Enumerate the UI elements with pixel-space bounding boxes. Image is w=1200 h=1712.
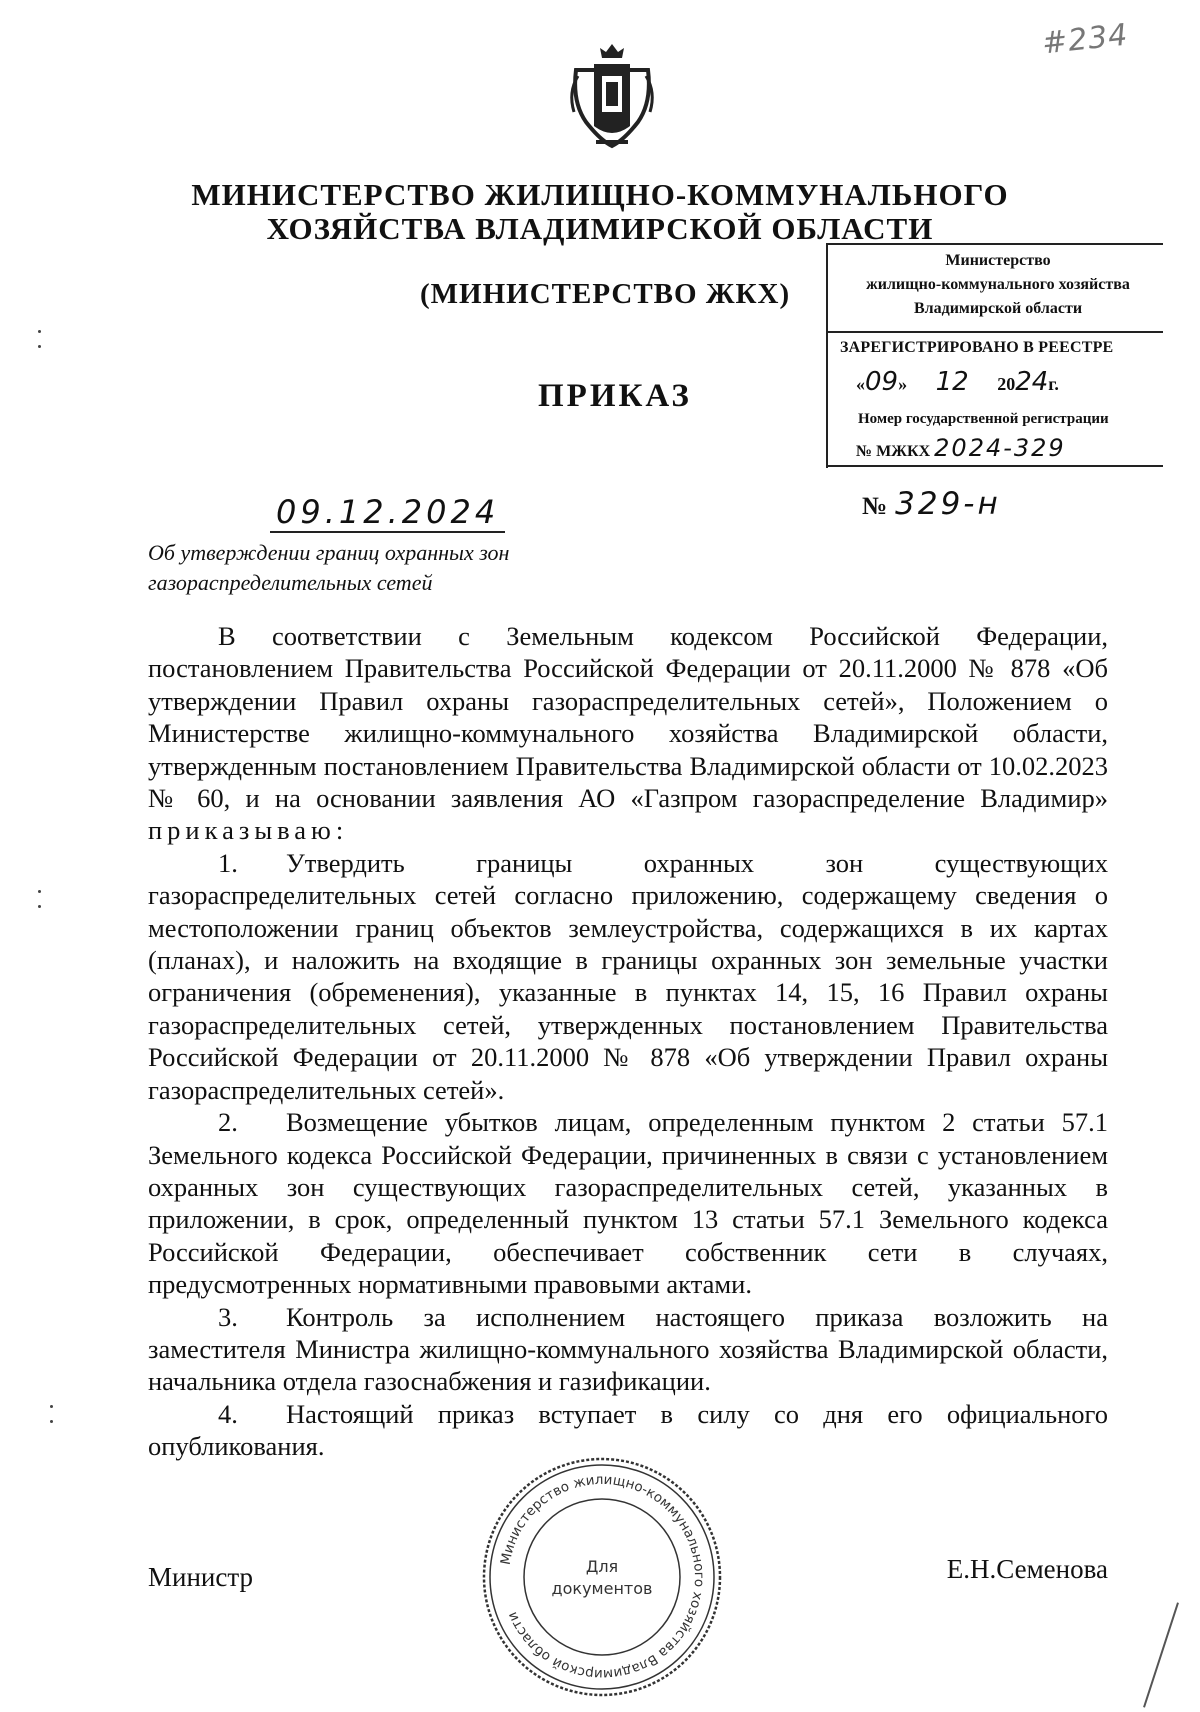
margin-mark: [38, 890, 41, 893]
seal-ring-text: Министерство жилищно-коммунального хозяйства Владимирской области: [497, 1471, 708, 1683]
body-item-1-text: Утвердить границы охранных зон существующих газораспределительных сетей согласно приложению, содержащему сведения о местоположении границ объектов землеустройства, содержащихся в их картах (планах), и наложить на входящие в границы охранных зон земельные участки ограничения (обременения), указанные в пунктах 14, 15, 16 Правил охраны газораспределительных сетей, утвержденных постановлением Правительства Российской Федерации от 20.11.2000 № 878 «Об утверждении Правил охраны газораспределительных сетей».: [148, 847, 1108, 1105]
body-item-4-number: 4.: [218, 1398, 238, 1429]
body-intro-verb: приказываю:: [148, 815, 349, 846]
registration-org: [838, 249, 1158, 321]
registration-status: ЗАРЕГИСТРИРОВАНО В РЕЕСТРЕ: [840, 339, 1114, 356]
order-number-label: №: [862, 493, 888, 520]
coat-of-arms-emblem: [566, 42, 658, 152]
body-item-3: [148, 1301, 1108, 1398]
registration-date-month: 12: [935, 367, 969, 397]
seal-inner-ring: [524, 1499, 680, 1655]
margin-mark: [50, 1420, 53, 1423]
margin-mark: [38, 345, 41, 348]
official-seal: [477, 1452, 727, 1702]
body-item-3-number: 3.: [218, 1301, 238, 1332]
registration-stamp: [826, 243, 1163, 468]
registration-date-suffix: г.: [1048, 374, 1059, 394]
order-subject-line1: Об утверждении границ охранных зон: [148, 540, 510, 565]
stamp-top-border: [828, 243, 1163, 245]
registration-number: [856, 434, 1066, 462]
registration-date-day: 09: [865, 367, 899, 397]
margin-mark: [50, 1405, 53, 1408]
body-item-1-number: 1.: [218, 847, 238, 878]
corner-handwritten-note: #234: [1040, 17, 1130, 62]
body-item-1: [148, 847, 1108, 1106]
body-item-2-text: Возмещение убытков лицам, определенным пунктом 2 статьи 57.1 Земельного кодекса Российской Федерации, причиненных в связи с установлением охранных зон существующих газораспределительных сетей, указанных в приложении, в срок, определенный пунктом 13 статьи 57.1 Земельного кодекса Российской Федерации, обеспечивает собственник сети в случаях, предусмотренных нормативными правовыми актами.: [148, 1107, 1108, 1300]
document-type-title: ПРИКАЗ: [538, 378, 692, 414]
ministry-name: [150, 178, 1050, 246]
stamp-divider: [828, 331, 1163, 333]
signatory-position: Министр: [148, 1562, 253, 1592]
seal-center-line2: документов: [551, 1579, 653, 1598]
registration-number-label: Номер государственной регистрации: [858, 411, 1109, 427]
registration-org-line2: жилищно-коммунального хозяйства: [866, 276, 1130, 293]
margin-mark: [38, 905, 41, 908]
ministry-short-name: (МИНИСТЕРСТВО ЖКХ): [420, 278, 791, 310]
registration-date: «09» 12 2024г.: [856, 367, 1059, 397]
body-item-2-number: 2.: [218, 1107, 238, 1138]
body-item-2: [148, 1106, 1108, 1300]
registration-number-prefix: № МЖКХ: [856, 443, 931, 460]
registration-org-line1: Министерство: [945, 252, 1051, 269]
stamp-bottom-border: [828, 465, 1163, 467]
body-intro-text: В соответствии с Земельным кодексом Российской Федерации, постановлением Правительства Российской Федерации от 20.11.2000 № 878 «Об утверждении Правил охраны газораспределительных сетей», Положением о Министерстве жилищно-коммунального хозяйства Владимирской области, утвержденным постановлением Правительства Владимирской области от 10.02.2023 № 60, и на основании заявления АО «Газпром газораспределение Владимир»: [148, 621, 1108, 814]
order-subject: [148, 538, 509, 598]
body-intro: [148, 620, 1108, 847]
order-date: 09.12.2024: [270, 493, 505, 533]
order-number-value: 329-н: [895, 486, 1001, 522]
order-body: [148, 620, 1108, 1463]
order-number: [862, 486, 1001, 522]
seal-outer-ring: [484, 1459, 720, 1695]
ministry-name-line1: МИНИСТЕРСТВО ЖИЛИЩНО-КОММУНАЛЬНОГО: [191, 177, 1009, 212]
margin-stroke: [1143, 1602, 1179, 1707]
body-item-3-text: Контроль за исполнением настоящего приказа возложить на заместителя Министра жилищно-коммунального хозяйства Владимирской области, начальника отдела газоснабжения и газификации.: [148, 1301, 1108, 1397]
registration-date-year-prefix: 20: [997, 374, 1016, 394]
margin-mark: [38, 330, 41, 333]
registration-number-value: 2024-329: [934, 434, 1066, 462]
signatory-name: Е.Н.Семенова: [946, 1554, 1108, 1584]
body-item-4-text: Настоящий приказ вступает в силу со дня его официального опубликования.: [148, 1398, 1108, 1462]
seal-center-line1: Для: [585, 1557, 619, 1576]
order-subject-line2: газораспределительных сетей: [148, 570, 433, 595]
ministry-name-line2: ХОЗЯЙСТВА ВЛАДИМИРСКОЙ ОБЛАСТИ: [266, 211, 934, 246]
registration-org-line3: Владимирской области: [913, 300, 1083, 317]
registration-date-year-suffix: 24: [1015, 367, 1049, 397]
